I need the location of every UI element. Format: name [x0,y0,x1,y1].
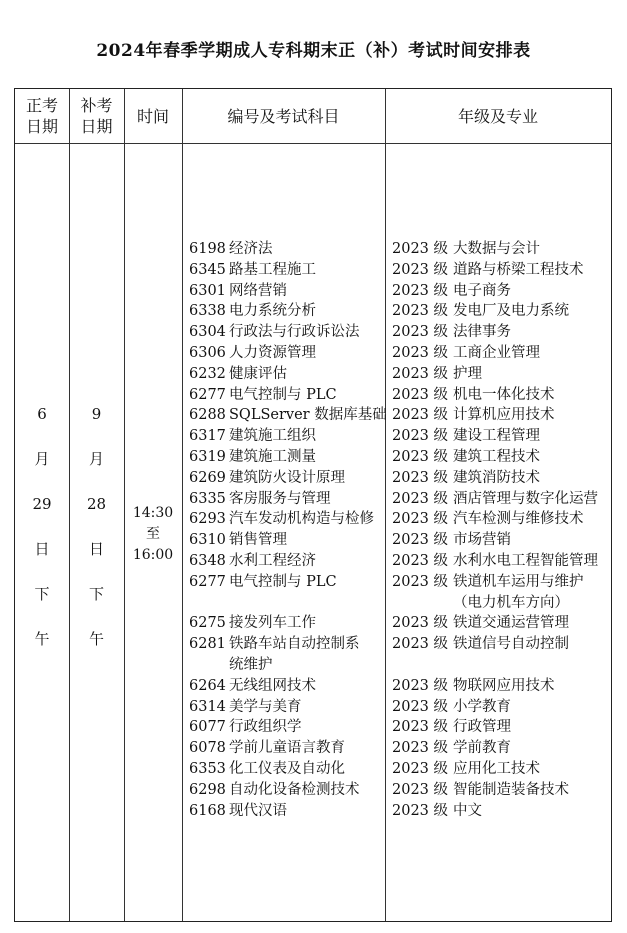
grade-level: 2023 级 [392,740,449,757]
table-row [15,634,611,676]
table-row [15,801,611,822]
grade-level: 2023 级 [392,490,449,507]
date-char: 日 [88,540,104,558]
course-code: 6345 [189,261,226,278]
table-row [15,343,611,364]
table-row [15,468,611,489]
grade-level: 2023 级 [392,532,449,549]
course-code: 6353 [189,760,226,777]
major-name: 铁道机车运用与维护 [453,573,584,590]
course-code: 6317 [189,428,226,445]
course-code: 6293 [189,511,226,528]
date-char: 下 [34,585,50,603]
grade-level: 2023 级 [392,636,449,653]
table-row [15,426,611,447]
date-char: 28 [86,495,107,513]
course-code: 6298 [189,781,226,798]
major-name: 铁道交通运营管理 [453,615,569,632]
date-char: 9 [91,405,102,423]
grade-level: 2023 级 [392,303,449,320]
time-line: 14:30 [132,505,174,521]
time-line: 16:00 [132,547,174,563]
major-name: 水利水电工程智能管理 [453,552,598,569]
course-code: 6348 [189,552,226,569]
major-name: 汽车检测与维修技术 [453,511,584,528]
course-code: 6269 [189,469,226,486]
course-code: 6264 [189,677,226,694]
course-code: 6306 [189,344,226,361]
course-name: SQLServer 数据库基础 [229,407,387,424]
table-row [15,759,611,780]
table-row [15,780,611,801]
major-name: 应用化工技术 [453,760,540,777]
course-code: 6288 [189,407,226,424]
major-name: 计算机应用技术 [453,407,555,424]
course-code: 6319 [189,448,226,465]
course-name: 接发列车工作 [229,615,316,632]
course-code: 6335 [189,490,226,507]
exam-rows [15,239,611,821]
table-row [15,322,611,343]
course-name: 路基工程施工 [229,261,316,278]
course-code: 6314 [189,698,226,715]
course-name-continued: 统维护 [229,656,273,673]
table-row [15,301,611,322]
date-char: 月 [34,450,50,468]
grade-level: 2023 级 [392,760,449,777]
table-row [15,676,611,697]
grade-level: 2023 级 [392,802,449,819]
date-char: 月 [88,450,104,468]
course-name: 化工仪表及自动化 [229,760,345,777]
course-code: 6232 [189,365,226,382]
header-major: 年级及专业 [457,106,538,126]
table-row [15,364,611,385]
course-name: 网络营销 [229,282,287,299]
grade-level: 2023 级 [392,552,449,569]
course-name: 行政法与行政诉讼法 [229,324,360,341]
grade-level: 2023 级 [392,386,449,403]
major-name: 建设工程管理 [453,428,540,445]
major-name: 物联网应用技术 [453,677,555,694]
course-name: 电力系统分析 [229,303,316,320]
course-name: 行政组织学 [229,719,302,736]
course-name: 汽车发动机构造与检修 [229,511,374,528]
course-name: 销售管理 [229,532,287,549]
course-code: 6198 [189,241,226,257]
major-name: 小学教育 [453,698,511,715]
grade-level: 2023 级 [392,282,449,299]
major-name: 电子商务 [453,282,511,299]
major-name: 大数据与会计 [453,241,540,257]
table-row [15,551,611,572]
table-row [15,613,611,634]
major-name: 市场营销 [453,532,511,549]
course-code: 6281 [189,636,226,653]
major-name-continued: （电力机车方向） [453,594,569,611]
table-row [15,530,611,551]
course-name: 人力资源管理 [229,344,316,361]
table-row [15,447,611,468]
course-code: 6338 [189,303,226,320]
major-name: 中文 [453,802,482,819]
grade-level: 2023 级 [392,719,449,736]
date-char: 下 [88,585,104,603]
course-code: 6277 [189,573,226,590]
grade-level: 2023 级 [392,365,449,382]
table-row [15,405,611,426]
course-name: 水利工程经济 [229,552,316,569]
course-code: 6168 [189,802,226,819]
grade-level: 2023 级 [392,469,449,486]
header-subject: 编号及考试科目 [227,106,340,126]
table-row [15,260,611,281]
course-code: 6301 [189,282,226,299]
major-name: 发电厂及电力系统 [453,303,569,320]
course-name: 美学与美育 [229,698,302,715]
table-row [15,489,611,510]
course-name: 无线组网技术 [229,677,316,694]
major-name: 工商企业管理 [453,344,540,361]
major-name: 酒店管理与数字化运营 [453,490,598,507]
major-name: 建筑工程技术 [453,448,540,465]
time-line: 至 [146,526,160,542]
course-code: 6304 [189,324,226,341]
date-char: 29 [32,495,52,513]
grade-level: 2023 级 [392,344,449,361]
header-divider [15,143,611,144]
header-regular-date: 正考日期 [25,96,58,136]
grade-level: 2023 级 [392,324,449,341]
table-row [15,738,611,759]
course-name: 现代汉语 [229,802,287,819]
page-title: 2024年春季学期成人专科期末正（补）考试时间安排表 [96,41,531,61]
table-row [15,509,611,530]
course-name: 学前儿童语言教育 [229,740,345,757]
course-name: 电气控制与 PLC [229,573,337,590]
major-name: 学前教育 [453,740,511,757]
course-name: 建筑防火设计原理 [229,469,345,486]
header-makeup-date: 补考日期 [80,96,113,136]
major-name: 智能制造装备技术 [453,781,569,798]
exam-schedule-table [14,88,612,922]
grade-level: 2023 级 [392,511,449,528]
major-name: 机电一体化技术 [453,386,555,403]
course-code: 6275 [189,615,226,632]
major-name: 道路与桥梁工程技术 [453,261,584,278]
course-code: 6077 [189,719,226,736]
grade-level: 2023 级 [392,448,449,465]
major-name: 法律事务 [453,324,511,341]
table-row [15,697,611,718]
major-name: 铁道信号自动控制 [453,636,569,653]
course-name: 电气控制与 PLC [229,386,337,403]
course-code: 6310 [189,532,226,549]
date-char: 午 [34,630,50,648]
grade-level: 2023 级 [392,781,449,798]
major-name: 护理 [453,365,482,382]
course-name: 健康评估 [229,365,287,382]
grade-level: 2023 级 [392,698,449,715]
table-row [15,281,611,302]
grade-level: 2023 级 [392,261,449,278]
course-name: 客房服务与管理 [229,490,331,507]
grade-level: 2023 级 [392,573,449,590]
course-name: 自动化设备检测技术 [229,781,360,798]
course-name: 建筑施工组织 [229,428,316,445]
grade-level: 2023 级 [392,407,449,424]
grade-level: 2023 级 [392,241,449,257]
table-row [15,717,611,738]
major-name: 行政管理 [453,719,511,736]
course-name: 铁路车站自动控制系 [229,636,360,653]
course-code: 6078 [189,740,226,757]
date-char: 6 [37,405,47,423]
course-name: 经济法 [229,241,273,257]
grade-level: 2023 级 [392,677,449,694]
date-char: 日 [34,540,50,558]
date-char: 午 [88,630,104,648]
major-name: 建筑消防技术 [453,469,540,486]
course-code: 6277 [189,386,226,403]
grade-level: 2023 级 [392,615,449,632]
header-time: 时间 [136,106,169,126]
table-row [15,572,611,614]
course-name: 建筑施工测量 [229,448,316,465]
table-row [15,385,611,406]
table-row [15,239,611,260]
grade-level: 2023 级 [392,428,449,445]
